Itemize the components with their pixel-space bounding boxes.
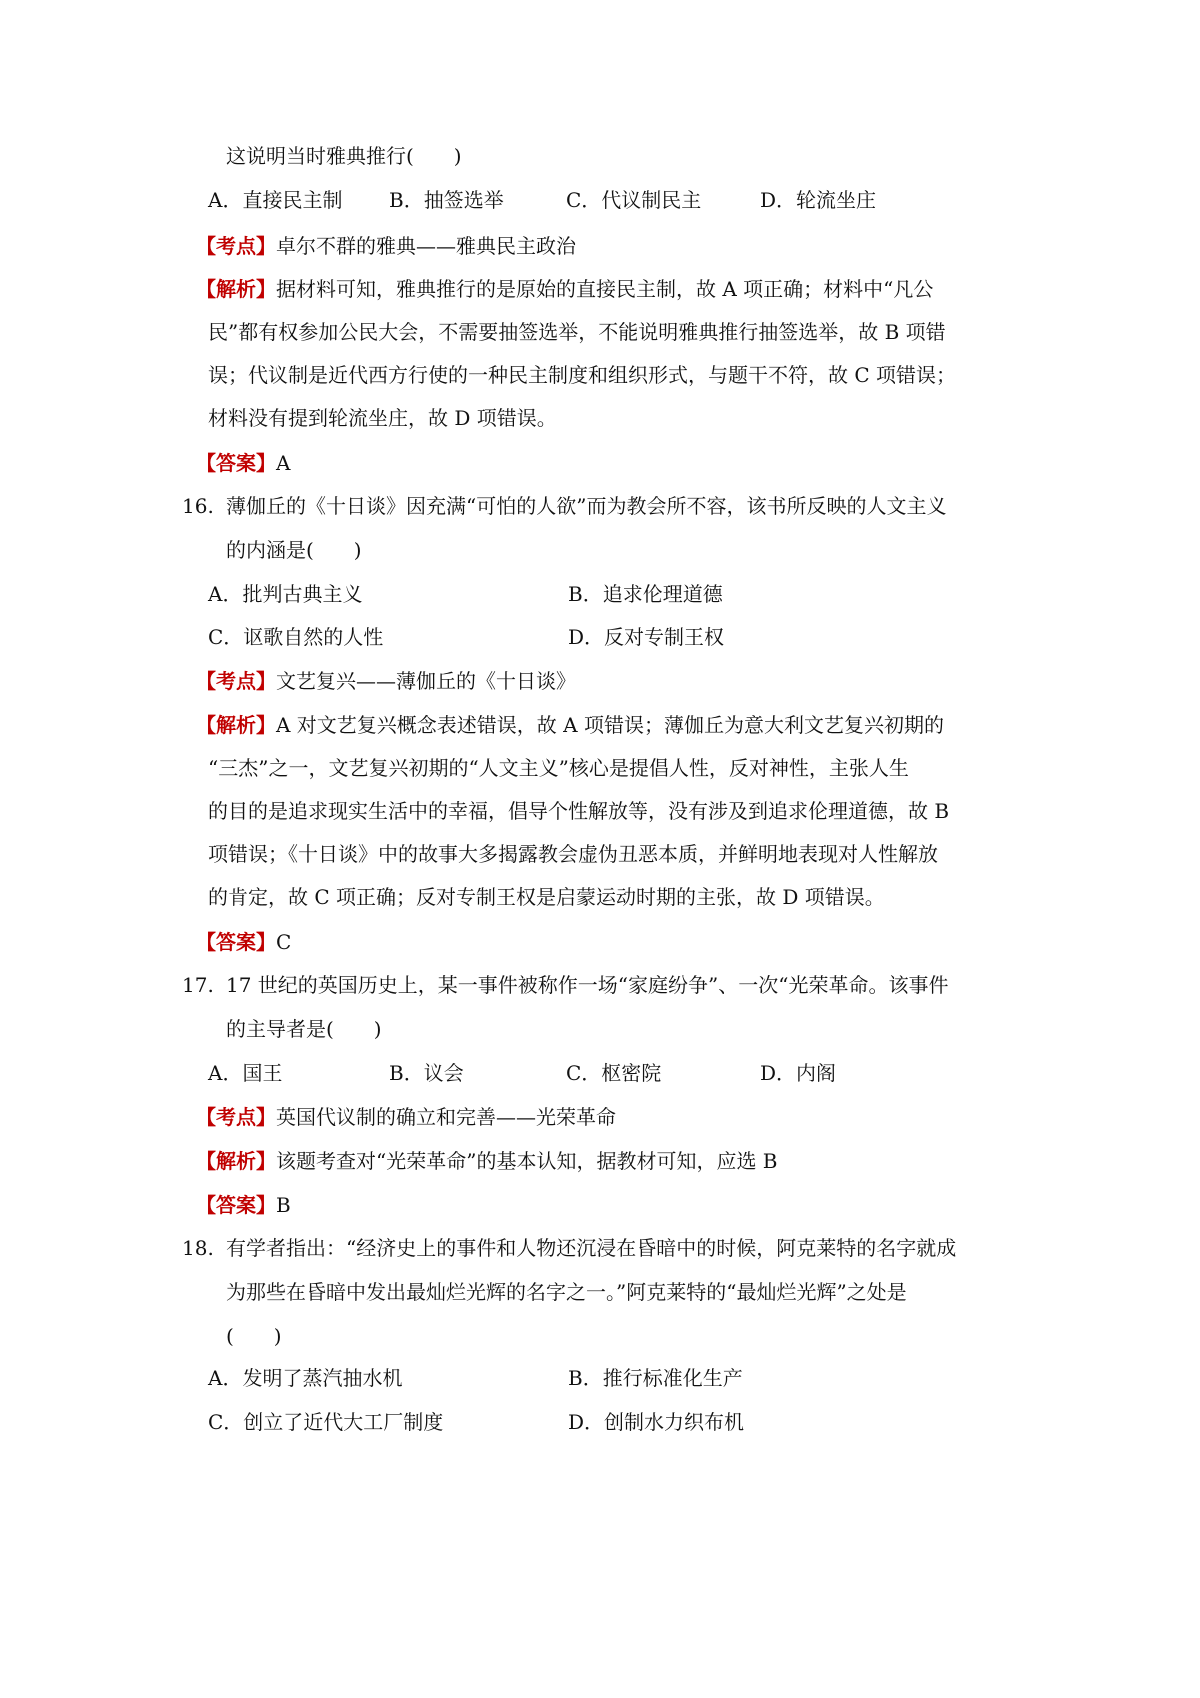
q18-option-b: B．推行标准化生产 (568, 1366, 743, 1390)
daan-tag: 【答案】 (196, 1193, 276, 1217)
q17-option-d: D．内阁 (760, 1061, 837, 1085)
kaodian-text: 英国代议制的确立和完善——光荣革命 (276, 1105, 616, 1129)
q15-option-b: B．抽签选举 (389, 188, 504, 212)
q15-kaodian (196, 232, 576, 260)
q17-jiexi (196, 1147, 778, 1175)
q18-stem-line-1: 有学者指出：“经济史上的事件和人物还沉浸在昏暗中的时候，阿克莱特的名字就成 (226, 1236, 957, 1260)
q16-option-a: A．批判古典主义 (208, 582, 363, 606)
jiexi-text: 据材料可知，雅典推行的是原始的直接民主制，故 A 项正确；材料中“凡公 (276, 277, 934, 301)
q15-option-c: C．代议制民主 (566, 188, 702, 212)
q15-jiexi-line-1 (196, 275, 933, 303)
q18-stem-line-2: 为那些在昏暗中发出最灿烂光辉的名字之一。”阿克莱特的“最灿烂光辉”之处是 (226, 1280, 907, 1304)
q17-option-c: C．枢密院 (566, 1061, 662, 1085)
daan-tag: 【答案】 (196, 451, 276, 475)
q16-daan (196, 928, 291, 956)
q16-option-b: B．追求伦理道德 (568, 582, 723, 606)
jiexi-tag: 【解析】 (196, 277, 276, 301)
kaodian-tag: 【考点】 (196, 1105, 276, 1129)
q16-kaodian (196, 667, 576, 695)
q18-option-d: D．创制水力织布机 (568, 1410, 745, 1434)
q15-jiexi-line-3: 误；代议制是近代西方行使的一种民主制度和组织形式，与题干不符，故 C 项错误； (208, 363, 957, 387)
daan-text: A (276, 451, 291, 475)
q15-stem: 这说明当时雅典推行( ) (226, 144, 462, 168)
q18-number: 18. (182, 1236, 214, 1260)
q18-option-c: C．创立了近代大工厂制度 (208, 1410, 444, 1434)
q17-daan (196, 1191, 291, 1219)
q16-stem-line-2: 的内涵是( ) (226, 538, 362, 562)
q17-number: 17. (182, 973, 214, 997)
q15-jiexi-line-2: 民”都有权参加公民大会，不需要抽签选举，不能说明雅典推行抽签选举，故 B 项错 (208, 320, 946, 344)
q16-option-c: C．讴歌自然的人性 (208, 625, 384, 649)
q16-jiexi-line-2: “三杰”之一，文艺复兴初期的“人文主义”核心是提倡人性，反对神性，主张人生 (208, 756, 909, 780)
q16-option-d: D．反对专制王权 (568, 625, 725, 649)
q16-stem-line-1: 薄伽丘的《十日谈》因充满“可怕的人欲”而为教会所不容，该书所反映的人文主义 (226, 494, 947, 518)
q16-jiexi-line-4: 项错误；《十日谈》中的故事大多揭露教会虚伪丑恶本质，并鲜明地表现对人性解放 (208, 842, 938, 866)
kaodian-text: 文艺复兴——薄伽丘的《十日谈》 (276, 669, 576, 693)
q16-jiexi-line-3: 的目的是追求现实生活中的幸福，倡导个性解放等，没有涉及到追求伦理道德，故 B (208, 799, 950, 823)
q15-option-a: A．直接民主制 (208, 188, 343, 212)
kaodian-text: 卓尔不群的雅典——雅典民主政治 (276, 234, 576, 258)
kaodian-tag: 【考点】 (196, 669, 276, 693)
q17-kaodian (196, 1103, 616, 1131)
daan-text: B (276, 1193, 291, 1217)
q15-jiexi-line-4: 材料没有提到轮流坐庄，故 D 项错误。 (208, 406, 557, 430)
jiexi-text: 该题考查对“光荣革命”的基本认知，据教材可知，应选 B (276, 1149, 778, 1173)
q18-stem-line-3: ( ) (226, 1324, 282, 1348)
q17-option-a: A．国王 (208, 1061, 283, 1085)
q15-option-d: D．轮流坐庄 (760, 188, 877, 212)
q16-number: 16. (182, 494, 214, 518)
q16-jiexi-line-5: 的肯定，故 C 项正确；反对专制王权是启蒙运动时期的主张，故 D 项错误。 (208, 885, 885, 909)
jiexi-text: A 对文艺复兴概念表述错误，故 A 项错误；薄伽丘为意大利文艺复兴初期的 (276, 713, 944, 737)
q17-option-b: B．议会 (389, 1061, 464, 1085)
daan-text: C (276, 930, 292, 954)
q17-stem-line-1: 17 世纪的英国历史上，某一事件被称作一场“家庭纷争”、一次“光荣革命。该事件 (226, 973, 949, 997)
jiexi-tag: 【解析】 (196, 713, 276, 737)
q18-option-a: A．发明了蒸汽抽水机 (208, 1366, 403, 1390)
kaodian-tag: 【考点】 (196, 234, 276, 258)
q17-stem-line-2: 的主导者是( ) (226, 1017, 382, 1041)
jiexi-tag: 【解析】 (196, 1149, 276, 1173)
q15-daan (196, 449, 290, 477)
q16-jiexi-line-1 (196, 711, 944, 739)
daan-tag: 【答案】 (196, 930, 276, 954)
